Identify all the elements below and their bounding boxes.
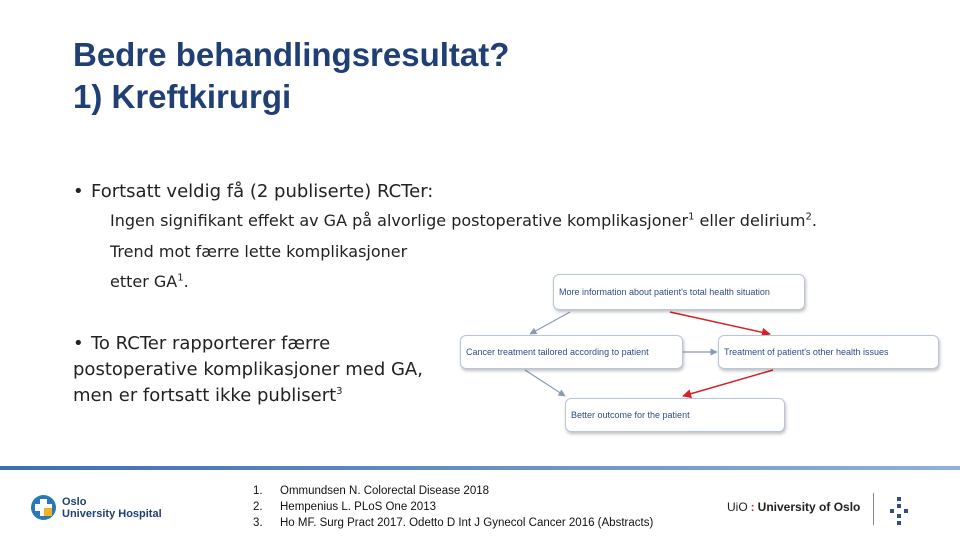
arrow-top-to-left	[530, 312, 570, 334]
sub-point-3-text-a: etter GA	[110, 272, 178, 291]
bullet-2	[73, 331, 473, 409]
reference-number: 2.	[253, 501, 263, 513]
sub-point-1-text-b: eller delirium	[694, 211, 806, 230]
arrow-left-to-bottom	[525, 370, 565, 396]
box-better-outcome: Better outcome for the patient	[565, 398, 785, 432]
uio-logo	[727, 500, 860, 514]
flow-diagram	[455, 268, 945, 438]
title-line-2: 1) Kreftkirurgi	[73, 78, 292, 115]
reference-text: Hempenius L. PLoS One 2013	[280, 501, 436, 513]
bullet-2-line-1: To RCTer rapporterer færre	[91, 333, 331, 354]
ref-sup-3: 1	[177, 272, 184, 284]
arrow-right-to-bottom	[683, 370, 773, 396]
sub-point-1-text-c: .	[811, 211, 817, 230]
reference-text: Ommundsen N. Colorectal Disease 2018	[280, 485, 490, 497]
sub-point-1	[110, 211, 817, 230]
ous-cross-icon	[30, 494, 57, 521]
bullet-1-text: Fortsatt veldig få (2 publiserte) RCTer:	[91, 181, 434, 202]
uio-separator: :	[750, 500, 755, 514]
bullet-dot: •	[73, 181, 84, 202]
title-line-1: Bedre behandlingsresultat?	[73, 36, 510, 73]
bullet-dot: •	[73, 333, 84, 354]
box-cancer-treatment: Cancer treatment tailored according to patient	[460, 335, 683, 369]
sub-point-3	[110, 272, 189, 291]
ref-sup-4: 3	[336, 386, 343, 397]
bullet-1	[73, 181, 433, 202]
ous-name-line-2: University Hospital	[62, 507, 162, 520]
sub-point-2: Trend mot færre lette komplikasjoner	[110, 242, 408, 261]
uio-name: University of Oslo	[757, 500, 861, 514]
reference-number: 1.	[253, 485, 263, 497]
bullet-2-line-2: postoperative komplikasjoner med GA,	[73, 359, 423, 380]
reference-list	[253, 483, 653, 531]
arrow-top-to-right	[670, 312, 770, 334]
reference-item	[253, 515, 653, 531]
ref-sup-1: 1	[688, 211, 695, 223]
footer-divider	[0, 466, 960, 470]
reference-item	[253, 483, 653, 499]
sub-point-3-text-b: .	[183, 272, 189, 291]
slide-title	[73, 34, 509, 118]
box-other-health-issues: Treatment of patient's other health issues	[718, 335, 939, 369]
reference-item	[253, 499, 653, 515]
uio-dots-icon	[885, 497, 913, 525]
bullet-2-line-3: men er fortsatt ikke publisert	[73, 385, 337, 406]
sub-point-1-text-a: Ingen signifikant effekt av GA på alvorlige postoperative komplikasjoner	[110, 211, 689, 230]
ous-name-line-1: Oslo	[62, 495, 87, 508]
box-more-information: More information about patient's total health situation	[553, 274, 805, 310]
logo-divider	[873, 493, 874, 525]
uio-prefix: UiO	[727, 500, 748, 514]
ous-logo	[30, 494, 162, 521]
ref-sup-2: 2	[805, 211, 812, 223]
reference-text: Ho MF. Surg Pract 2017. Odetto D Int J Gynecol Cancer 2016 (Abstracts)	[280, 517, 654, 529]
reference-number: 3.	[253, 517, 263, 529]
